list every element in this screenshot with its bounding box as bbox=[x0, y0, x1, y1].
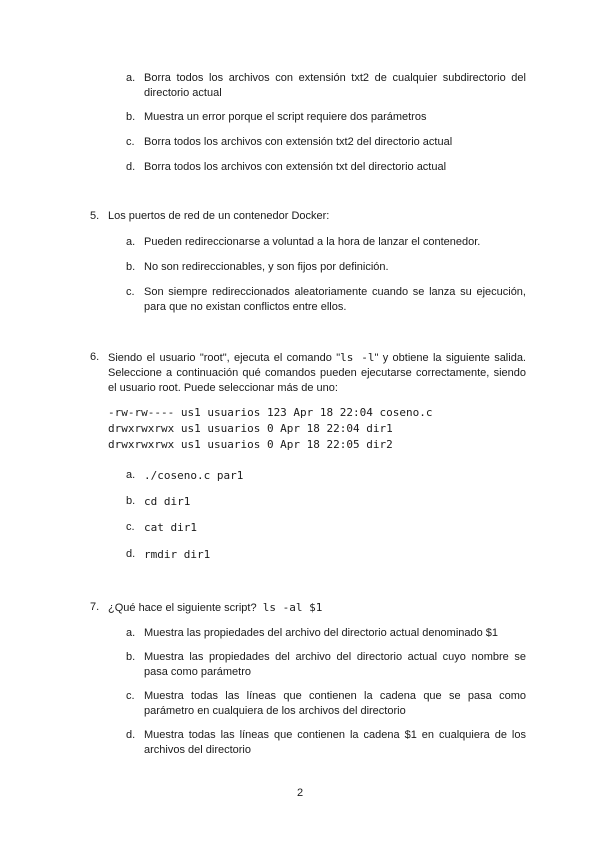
option-text: Muestra todas las líneas que contienen la cadena $1 en cualquiera de los archivos del directorio bbox=[144, 729, 526, 756]
page-number: 2 bbox=[296, 787, 304, 799]
option-text: Borra todos los archivos con extensión txt2 del directorio actual bbox=[144, 136, 453, 148]
question-number: 5. bbox=[90, 210, 100, 222]
option-text: cd dir1 bbox=[144, 495, 191, 508]
option-label: c. bbox=[126, 286, 135, 298]
option-label: c. bbox=[126, 690, 135, 702]
option-text: Muestra las propiedades del archivo del directorio actual denominado $1 bbox=[144, 627, 499, 639]
listing-line: drwxrwxrwx us1 usuarios 0 Apr 18 22:04 dir1 bbox=[108, 422, 393, 435]
option-text: No son redireccionables, y son fijos por definición. bbox=[144, 261, 389, 273]
option-label: d. bbox=[126, 161, 136, 173]
option-label: a. bbox=[126, 236, 136, 248]
option-text: cat dir1 bbox=[144, 521, 197, 534]
option-text: Muestra las propiedades del archivo del directorio actual cuyo nombre se pasa como parámetro bbox=[144, 651, 526, 678]
option-label: d. bbox=[126, 729, 136, 741]
question-text: Los puertos de red de un contenedor Docker: bbox=[108, 210, 330, 222]
option-text: Muestra todas las líneas que contienen la cadena que se pasa como parámetro en cualquiera de los archivos del directorio bbox=[144, 690, 526, 717]
question-text-before: Siendo el usuario "root", ejecuta el comando " bbox=[108, 352, 341, 364]
option-label: a. bbox=[126, 469, 136, 481]
inline-command: ls -l bbox=[340, 351, 375, 364]
option-label: d. bbox=[126, 548, 136, 560]
option-text: Muestra un error porque el script requiere dos parámetros bbox=[144, 111, 427, 123]
option-label: a. bbox=[126, 627, 136, 639]
question-text-main: ¿Qué hace el siguiente script? bbox=[108, 602, 257, 614]
question-number: 7. bbox=[90, 601, 100, 613]
option-label: c. bbox=[126, 521, 135, 533]
question-text bbox=[108, 350, 526, 396]
listing-line: -rw-rw---- us1 usuarios 123 Apr 18 22:04 coseno.c bbox=[108, 406, 433, 419]
option-text: Pueden redireccionarse a voluntad a la hora de lanzar el contenedor. bbox=[144, 236, 481, 248]
option-label: a. bbox=[126, 72, 136, 84]
option-text: Borra todos los archivos con extensión txt2 de cualquier subdirectorio del directorio actual bbox=[144, 72, 526, 99]
question-text bbox=[108, 600, 322, 616]
option-text: ./coseno.c par1 bbox=[144, 469, 244, 482]
option-label: b. bbox=[126, 495, 136, 507]
question-number: 6. bbox=[90, 351, 100, 363]
option-label: c. bbox=[126, 136, 135, 148]
inline-script: ls -al $1 bbox=[262, 601, 323, 614]
option-label: b. bbox=[126, 111, 136, 123]
option-text: Son siempre redireccionados aleatoriamente cuando se lanza su ejecución, para que no existan conflictos entre ellos. bbox=[144, 286, 526, 313]
listing-line: drwxrwxrwx us1 usuarios 0 Apr 18 22:05 dir2 bbox=[108, 438, 393, 451]
option-text: Borra todos los archivos con extensión txt del directorio actual bbox=[144, 161, 447, 173]
question-text-after: " y obtiene la siguiente salida. Seleccione a continuación qué comandos pueden ejecutarse correctamente, siendo el usuario root. Puede seleccionar más de uno: bbox=[108, 352, 526, 394]
option-label: b. bbox=[126, 651, 136, 663]
option-label: b. bbox=[126, 261, 136, 273]
option-text: rmdir dir1 bbox=[144, 548, 211, 561]
